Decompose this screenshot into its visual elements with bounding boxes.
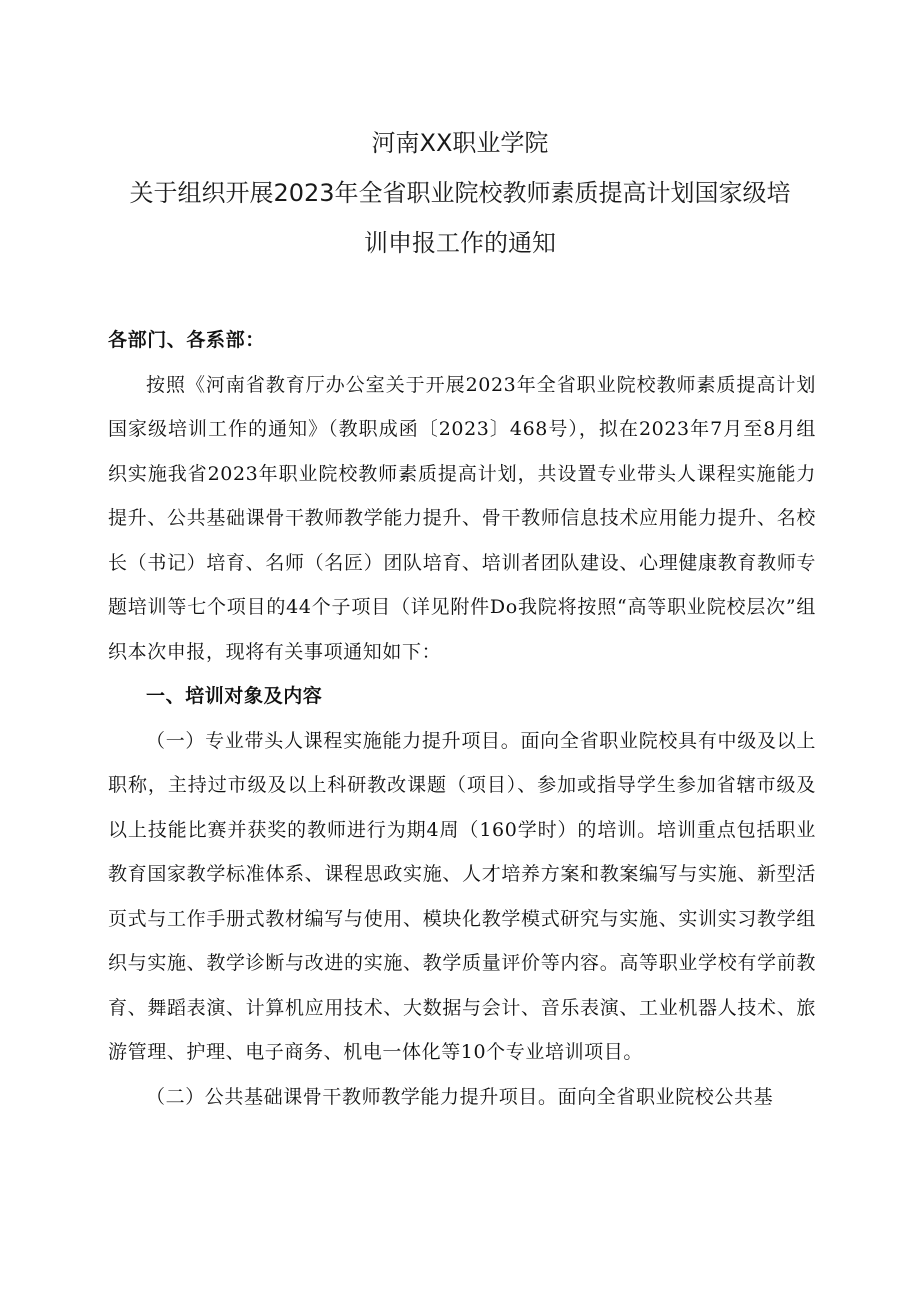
- document-body: [108, 318, 816, 1119]
- item-2-paragraph: （二）公共基础课骨干教师教学能力提升项目。面向全省职业院校公共基: [146, 1085, 774, 1108]
- document-title: [0, 118, 920, 268]
- item-1-paragraph: （一）专业带头人课程实施能力提升项目。面向全省职业院校具有中级及以上职称，主持过市级及以上科研教改课题（项目）、参加或指导学生参加省辖市级及以上技能比赛并获奖的教师进行为期4周（160学时）的培训。培训重点包括职业教育国家教学标准体系、课程思政实施、人才培养方案和教案编写与实施、新型活页式与工作手册式教材编写与使用、模块化教学模式研究与实施、实训实习教学组织与实施、教学诊断与改进的实施、教学质量评价等内容。高等职业学校有学前教育、舞蹈表演、计算机应用技术、大数据与会计、音乐表演、工业机器人技术、旅游管理、护理、电子商务、机电一体化等10个专业培训项目。: [108, 729, 816, 1063]
- title-line-school: 河南XX职业学院: [371, 129, 549, 157]
- title-line-end: 训申报工作的通知: [364, 229, 556, 257]
- section-heading-1: 一、培训对象及内容: [146, 685, 323, 707]
- title-line-main: 关于组织开展2023年全省职业院校教师素质提高计划国家级培: [129, 179, 791, 207]
- intro-paragraph: 按照《河南省教育厅办公室关于开展2023年全省职业院校教师素质提高计划国家级培训工作的通知》（教职成函〔2023〕468号），拟在2023年7月至8月组织实施我省2023年职业院校教师素质提高计划，共设置专业带头人课程实施能力提升、公共基础课骨干教师教学能力提升、骨干教师信息技术应用能力提升、名校长（书记）培育、名师（名匠）团队培育、培训者团队建设、心理健康教育教师专题培训等七个项目的44个子项目（详见附件Do我院将按照“高等职业院校层次”组织本次申报，现将有关事项通知如下：: [108, 373, 816, 663]
- salutation: 各部门、各系部：: [108, 329, 265, 351]
